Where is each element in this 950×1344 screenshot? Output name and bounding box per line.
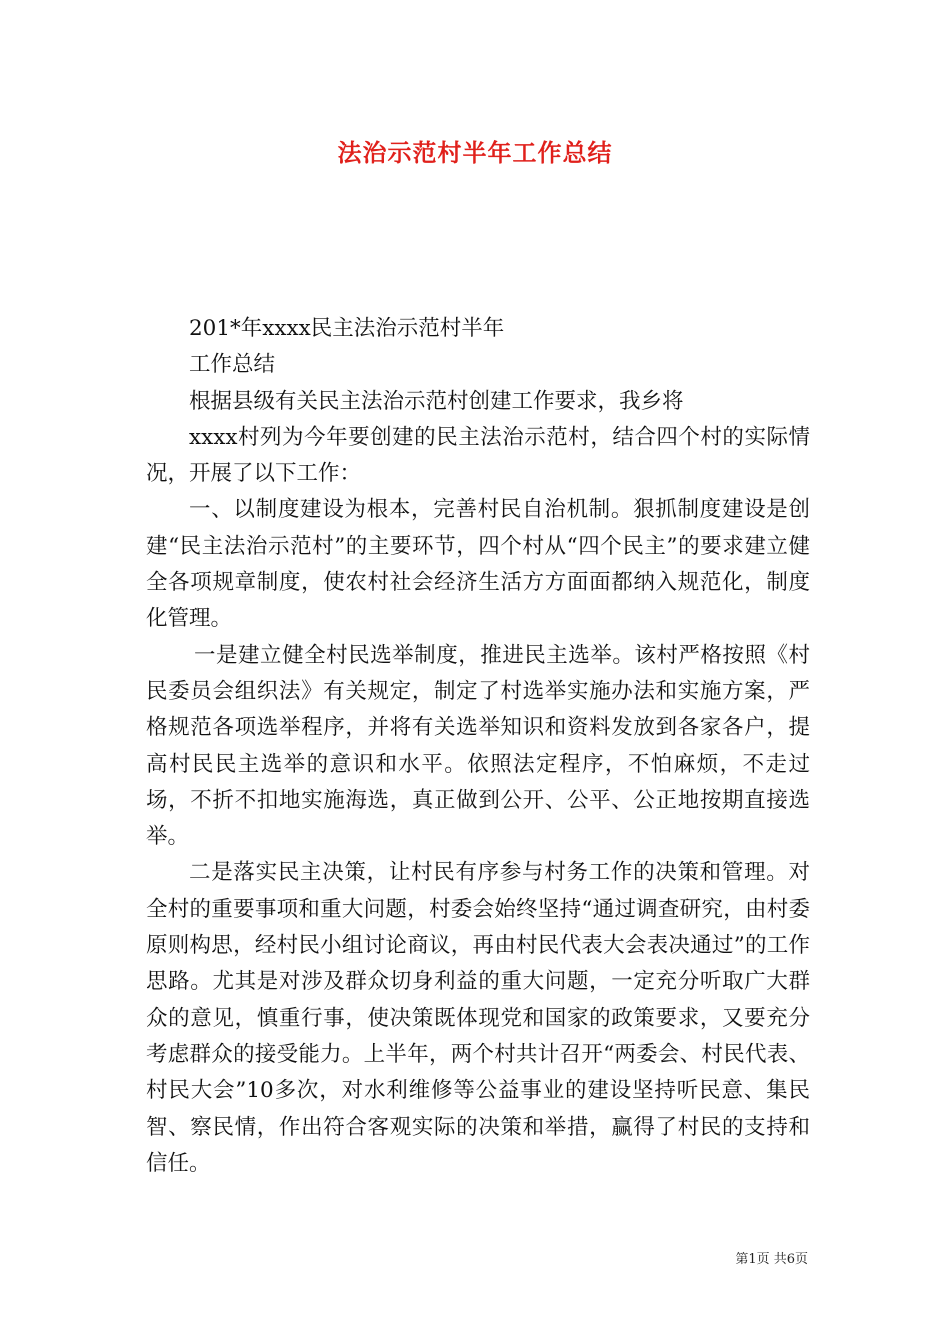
paragraph-election: 一是建立健全村民选举制度，推进民主选举。该村严格按照《村民委员会组织法》有关规定，制定了村选举实施办法和实施方案，严格规范各项选举程序，并将有关选举知识和资料发放到各家各户，提高村民民主选举的意识和水平。依照法定程序，不怕麻烦，不走过场，不折不扣地实施海选，真正做到公开、公平、公正地按期直接选举。 <box>146 642 810 850</box>
paragraph-decision: 二是落实民主决策，让村民有序参与村务工作的决策和管理。对全村的重要事项和重大问题，村委会始终坚持“通过调查研究，由村委原则构思，经村民小组讨论商议，再由村民代表大会表决通过”的工作思路。尤其是对涉及群众切身利益的重大问题，一定充分听取广大群众的意见，慎重行事，使决策既体现党和国家的政策要求，又要充分考虑群众的接受能力。上半年，两个村共计召开“两委会、村民代表、村民大会”10多次，对水利维修等公益事业的建设坚持听民意、集民智、察民情，作出符合客观实际的决策和举措，赢得了村民的支持和信任。 <box>146 860 810 1176</box>
paragraph-intro-line2: xxxx村列为今年要创建的民主法治示范村，结合四个村的实际情况，开展了以下工作： <box>146 424 810 487</box>
paragraph-heading-line1: 201*年xxxx民主法治示范村半年 <box>189 316 505 341</box>
paragraph-intro-line1: 根据县级有关民主法治示范村创建工作要求，我乡将 <box>189 388 684 414</box>
page-number: 第1页 共6页 <box>735 1252 808 1267</box>
paragraph-heading-line2: 工作总结 <box>189 352 276 378</box>
paragraph-section-one: 一、以制度建设为根本，完善村民自治机制。狠抓制度建设是创建“民主法治示范村”的主要环节，四个村从“四个民主”的要求建立健全各项规章制度，使农村社会经济生活方方面面都纳入规范化，制度化管理。 <box>146 497 811 632</box>
document-title: 法治示范村半年工作总结 <box>337 139 613 167</box>
document-body <box>146 311 810 1182</box>
